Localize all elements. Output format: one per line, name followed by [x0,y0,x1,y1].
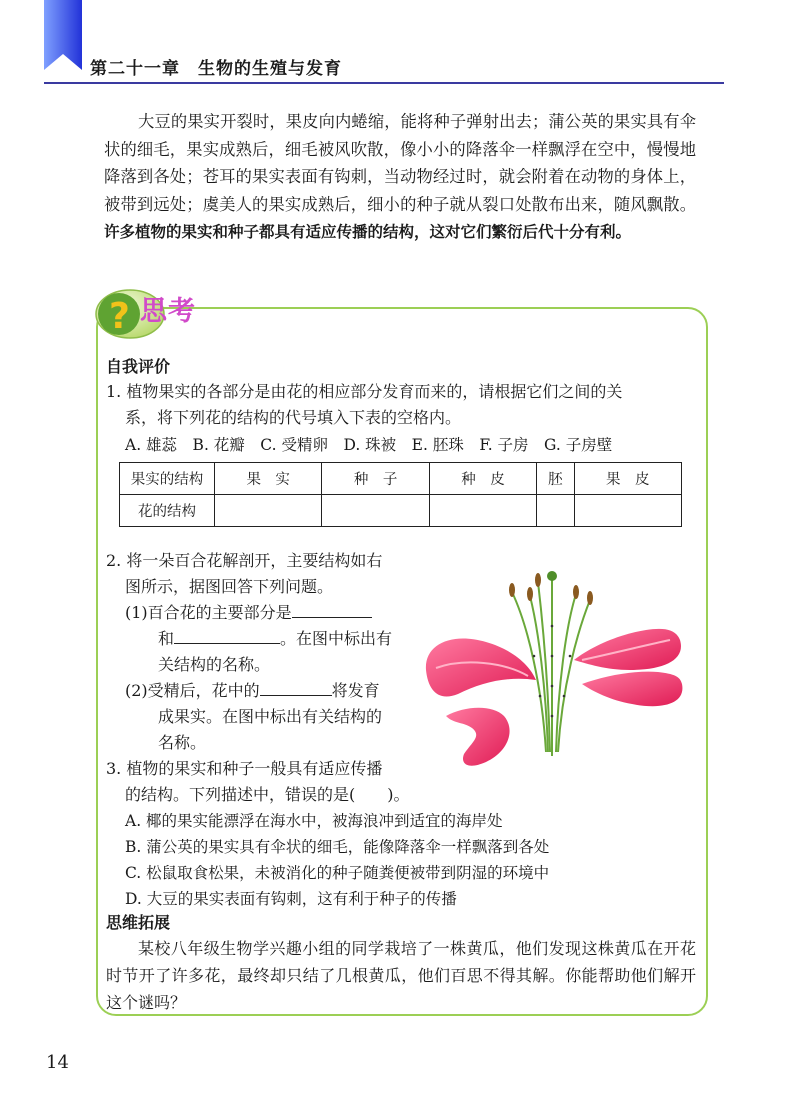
q2-part2-line2: 成果实。在图中标出有关结构的 [158,707,383,726]
table-row [120,495,682,527]
table-cell: 种 子 [322,463,429,495]
intro-paragraph [104,108,696,247]
q2-part2-line3: 名称。 [158,733,207,752]
q3-line2: 的结构。下列描述中，错误的是( )。 [125,785,410,804]
answer-blank[interactable] [260,679,332,696]
answer-blank[interactable] [292,601,372,618]
table-cell: 花的结构 [120,495,215,527]
answer-cell[interactable] [215,495,322,527]
q2-part1-line2 [158,626,392,652]
q1-options: A. 雄蕊 B. 花瓣 C. 受精卵 D. 珠被 E. 胚珠 F. 子房 G. 子房壁 [125,436,613,454]
q2-part2-line1 [125,678,380,704]
structure-table [119,462,682,527]
lily-dissection-illustration [424,566,686,774]
q3-option-b: B. 蒲公英的果实具有伞状的细毛，能像降落伞一样飘落到各处 [125,838,550,856]
q1-line2: 系，将下列花的结构的代号填入下表的空格内。 [125,408,462,427]
table-cell: 胚 [537,463,574,495]
answer-cell[interactable] [429,495,536,527]
q3-option-c: C. 松鼠取食松果，未被消化的种子随粪便被带到阴湿的环境中 [125,864,550,882]
table-cell: 果 实 [215,463,322,495]
q2-part1-line3: 关结构的名称。 [158,655,271,674]
q2-part2-text2: 将发育 [331,681,380,700]
table-row [120,463,682,495]
intro-text: 大豆的果实开裂时，果皮向内蜷缩，能将种子弹射出去；蒲公英的果实具有伞状的细毛，果实成熟后，细毛被风吹散，像小小的降落伞一样飘浮在空中，慢慢地降落到各处；苍耳的果实表面有钩刺，当动物经过时，就会附着在动物的身体上，被带到远处；虞美人的果实成熟后，细小的种子就从裂口处散布出来，随风飘散。 [104,112,696,214]
extend-heading: 思维拓展 [106,913,171,932]
q2-part1-text: (1)百合花的主要部分是 [125,603,292,622]
svg-text:?: ? [109,296,130,337]
q3-option-a: A. 椰的果实能漂浮在海水中，被海浪冲到适宜的海岸处 [125,812,503,830]
chapter-heading [90,54,342,79]
q2-part2-text: (2)受精后，花中的 [125,681,260,700]
q2-part1-and: 和 [158,629,175,648]
q3-option-d: D. 大豆的果实表面有钩刺，这有利于种子的传播 [125,890,457,908]
q2-part1-line1 [125,600,372,626]
self-eval-heading: 自我评价 [106,357,171,376]
q2-line1: 2. 将一朵百合花解剖开，主要结构如右 [106,551,383,570]
header-rule [44,82,724,84]
chapter-tab-marker [44,0,82,70]
answer-blank[interactable] [174,627,280,644]
extend-paragraph: 某校八年级生物学兴趣小组的同学栽培了一株黄瓜，他们发现这株黄瓜在开花时节开了许多花，最终却只结了几根黄瓜，他们百思不得其解。你能帮助他们解开这个谜吗？ [106,939,696,1012]
q3-line1: 3. 植物的果实和种子一般具有适应传播 [106,759,383,778]
q2-line2: 图所示，据图回答下列问题。 [125,577,334,596]
table-cell: 果实的结构 [120,463,215,495]
q2-part1-text2: 。在图中标出有 [280,629,393,648]
table-cell: 果 皮 [574,463,681,495]
intro-bold-text: 许多植物的果实和种子都具有适应传播的结构，这对它们繁衍后代十分有利。 [104,223,632,241]
table-cell: 种 皮 [429,463,536,495]
answer-cell[interactable] [322,495,429,527]
chapter-title: 生物的生殖与发育 [198,59,342,79]
chapter-number: 第二十一章 [90,59,180,79]
page-number: 14 [46,1052,69,1073]
think-title: 思考 [140,296,196,327]
answer-cell[interactable] [574,495,681,527]
answer-cell[interactable] [537,495,574,527]
q1-line1: 1. 植物果实的各部分是由花的相应部分发育而来的，请根据它们之间的关 [106,382,623,401]
